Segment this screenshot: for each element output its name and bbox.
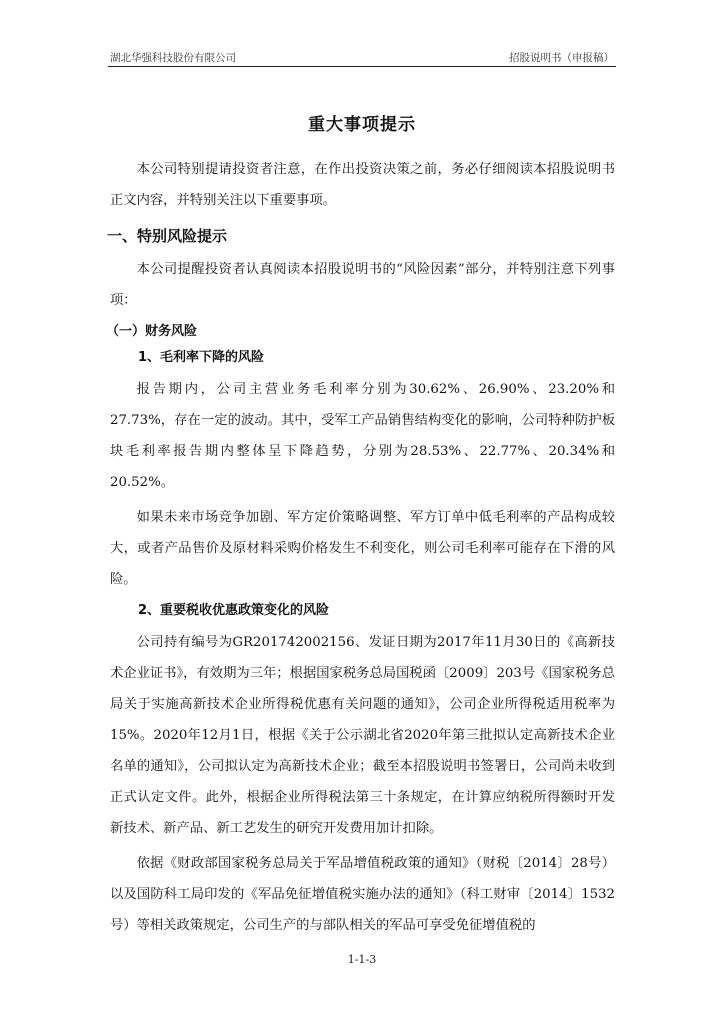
header-company-name: 湖北华强科技股份有限公司 xyxy=(110,52,236,64)
header-document-type: 招股说明书（申报稿） xyxy=(509,52,614,64)
item-heading-tax-policy: 2、重要税收优惠政策变化的风险 xyxy=(138,603,330,618)
section-intro-paragraph: 本公司提醒投资者认真阅读本招股说明书的“风险因素”部分，并特别注意下列事项： xyxy=(110,262,615,308)
header-divider xyxy=(108,66,616,67)
gross-margin-paragraph-1: 报告期内，公司主营业务毛利率分别为30.62%、26.90%、23.20%和27.73%，存在一定的波动。其中，受军工产品销售结构变化的影响，公司特种防护板块毛利率报告期内整体呈下降趋势，分别为28.53%、22.77%、20.34%和20.52%。 xyxy=(110,382,615,490)
document-body xyxy=(106,154,615,941)
page-title: 重大事项提示 xyxy=(308,115,416,135)
gross-margin-paragraph-2: 如果未来市场竞争加剧、军方定价策略调整、军方订单中低毛利率的产品构成较大，或者产品售价及原材料采购价格发生不利变化，则公司毛利率可能存在下滑的风险。 xyxy=(110,510,615,587)
page-header xyxy=(108,50,616,66)
subsection-heading-financial-risk: （一）财务风险 xyxy=(106,324,198,339)
intro-paragraph: 本公司特别提请投资者注意，在作出投资决策之前，务必仔细阅读本招股说明书正文内容，并特别关注以下重要事项。 xyxy=(110,162,615,208)
page-number: 1-1-3 xyxy=(347,953,377,966)
tax-policy-paragraph-1: 公司持有编号为GR201742002156、发证日期为2017年11月30日的《高新技术企业证书》，有效期为三年；根据国家税务总局国税函〔2009〕203号《国家税务总局关于实施高新技术企业所得税优惠有关问题的通知》，公司企业所得税适用税率为15%。2020年12月1日，根据《关于公示湖北省2020年第三批拟认定高新技术企业名单的通知》，公司拟认定为高新技术企业；截至本招股说明书签署日，公司尚未收到正式认定文件。此外，根据企业所得税法第三十条规定，在计算应纳税所得额时开发新技术、新产品、新工艺发生的研究开发费用加计扣除。 xyxy=(110,635,615,836)
tax-policy-paragraph-2: 依据《财政部国家税务总局关于军品增值税政策的通知》（财税〔2014〕28号）以及国防科工局印发的《军品免征增值税实施办法的通知》（科工财审〔2014〕1532号）等相关政策规定，公司生产的与部队相关的军品可享受免征增值税的 xyxy=(110,856,615,933)
section-heading-special-risk: 一、特别风险提示 xyxy=(107,227,228,245)
item-heading-gross-margin: 1、毛利率下降的风险 xyxy=(138,350,265,365)
